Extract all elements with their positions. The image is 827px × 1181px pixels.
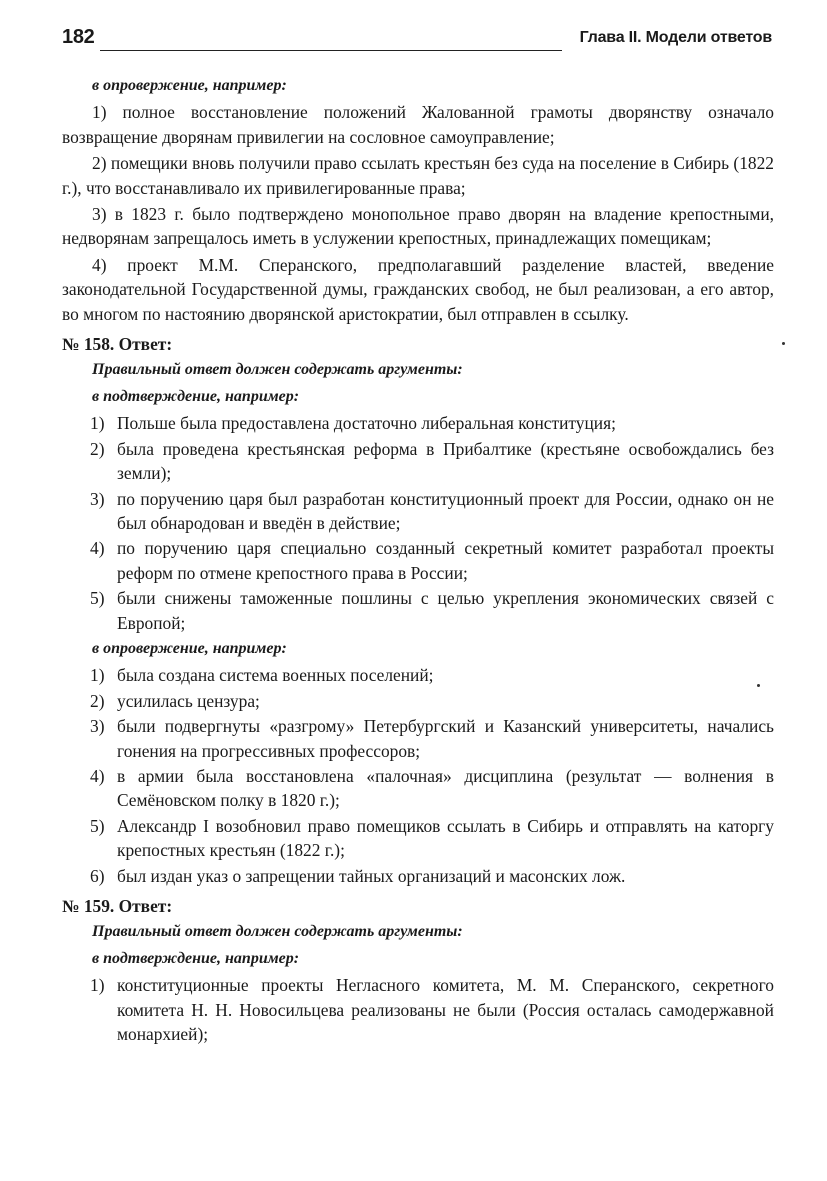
list-number: 1) (90, 413, 105, 434)
list-text: были снижены таможенные пошлины с целью укрепления экономических связей с Европой; (117, 588, 774, 633)
q159-confirm-list (62, 973, 774, 1046)
list-item (62, 814, 774, 863)
running-head: Глава II. Модели ответов (579, 29, 772, 46)
list-text: Александр I возобновил право помещиков ссылать в Сибирь и отправлять на каторгу крепостных крестьян (1822 г.); (117, 815, 774, 861)
list-item (62, 586, 774, 635)
q158-refute-head: в опровержение, например: (92, 639, 287, 657)
page-header (62, 26, 772, 58)
list-number: 2) (90, 690, 105, 711)
q158-title: № 158. Ответ: (62, 334, 173, 355)
list-text: по поручению царя специально созданный секретный комитет разработал проекты реформ по отмене крепостного права в России; (117, 538, 774, 583)
list-item (62, 663, 774, 687)
list-item (62, 764, 774, 813)
list-number: 3) (90, 488, 105, 509)
block1-subhead: в опровержение, например: (92, 77, 287, 94)
list-text: был издан указ о запрещении тайных организаций и масонских лож. (117, 865, 626, 886)
list-text: конституционные проекты Негласного комитета, М. М. Сперанского, секретного комитета Н. Н. Новосильцева реализованы не были (Россия осталась самодержавной монархией); (117, 975, 774, 1045)
list-item (62, 973, 774, 1046)
list-item (62, 689, 774, 713)
list-item (62, 864, 774, 888)
list-text: усилилась цензура; (117, 690, 260, 711)
list-number: 1) (90, 975, 105, 996)
list-item (62, 536, 774, 585)
block1-para: 1) полное восстановление положений Жалованной грамоты дворянству означало возвращение дворянам привилегии на сословное самоуправление; (62, 102, 774, 147)
block1-para: 3) в 1823 г. было подтверждено монопольное право дворян на владение крепостными, недворянам запрещалось иметь в услужении крепостных, принадлежащих помещикам; (62, 204, 774, 249)
list-text: были подвергнуты «разгрому» Петербургский и Казанский университеты, начались гонения на прогрессивных профессоров; (117, 716, 774, 761)
list-text: Польше была предоставлена достаточно либеральная конституция; (117, 413, 616, 434)
list-text: была проведена крестьянская реформа в Прибалтике (крестьяне освобождались без земли); (117, 438, 774, 484)
list-number: 5) (90, 588, 105, 609)
list-item (62, 714, 774, 763)
list-text: была создана система военных поселений; (117, 665, 434, 686)
q159-confirm-head: в подтверждение, например: (92, 949, 300, 967)
q159-title: № 159. Ответ: (62, 896, 173, 916)
scan-speck (757, 684, 760, 687)
list-number: 3) (90, 716, 105, 737)
list-item (62, 487, 774, 536)
q158-answer-head: Правильный ответ должен содержать аргументы: (92, 361, 463, 379)
q158-refute-list (62, 663, 774, 888)
list-number: 5) (90, 815, 105, 836)
list-number: 4) (90, 538, 105, 559)
q158-confirm-list (62, 411, 774, 635)
list-number: 1) (90, 665, 105, 686)
list-item (62, 437, 774, 486)
q159-answer-head: Правильный ответ должен содержать аргументы: (92, 923, 463, 941)
list-number: 4) (90, 765, 105, 786)
list-number: 6) (90, 865, 105, 886)
list-number: 2) (90, 438, 105, 459)
block1-para: 2) помещики вновь получили право ссылать крестьян без суда на поселение в Сибирь (1822 г.), что восстанавливало их привилегированные права; (62, 153, 774, 198)
block1-para: 4) проект М.М. Сперанского, предполагавший разделение властей, введение законодательной Государственной думы, гражданских свобод, не был реализован, а его автор, во многом по настоянию дворянской аристократии, был отправлен в ссылку. (62, 254, 774, 324)
scan-speck (782, 342, 785, 345)
header-rule (100, 50, 562, 51)
list-text: по поручению царя был разработан конституционный проект для России, однако он не был обнародован и введён в действие; (117, 488, 774, 533)
page-content (62, 74, 774, 1047)
page-number: 182 (62, 26, 95, 48)
q158-confirm-head: в подтверждение, например: (92, 387, 300, 405)
list-item (62, 411, 774, 435)
list-text: в армии была восстановлена «палочная» дисциплина (результат — волнения в Семёновском полку в 1820 г.); (117, 765, 774, 811)
